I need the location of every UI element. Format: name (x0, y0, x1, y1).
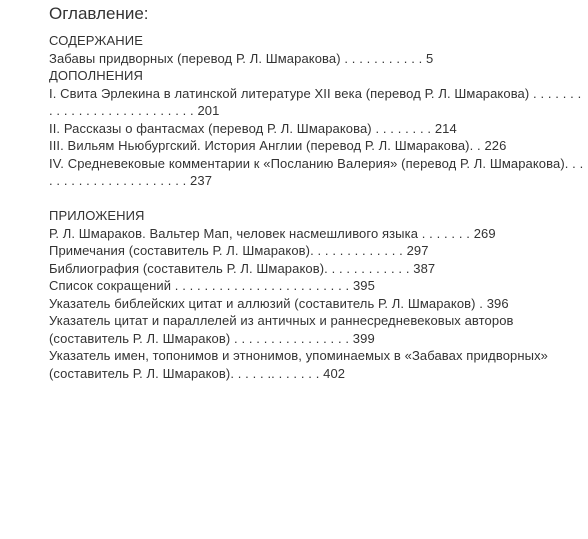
section-supplements (49, 67, 588, 190)
toc-heading: Оглавление: (49, 4, 149, 23)
section-title: ДОПОЛНЕНИЯ (49, 68, 143, 83)
toc-entry: Забавы придворных (перевод Р. Л. Шмаракова) . . . . . . . . . . . 5 (49, 50, 434, 66)
section-title: ПРИЛОЖЕНИЯ (49, 208, 145, 223)
toc-entry: III. Вильям Ньюбургский. История Англии (перевод Р. Л. Шмаракова). . 226 (49, 138, 507, 153)
section-contents (49, 32, 584, 67)
toc-entry: Библиография (составитель Р. Л. Шмараков). . . . . . . . . . . . 387 (49, 260, 436, 276)
section-appendices (49, 207, 584, 382)
toc-entry: II. Рассказы о фантасмах (перевод Р. Л. Шмаракова) . . . . . . . . 214 (49, 120, 457, 136)
toc-entry: Р. Л. Шмараков. Вальтер Мап, человек насмешливого языка . . . . . . . 269 (49, 225, 496, 241)
toc-entry: Примечания (составитель Р. Л. Шмараков). . . . . . . . . . . . . 297 (49, 243, 429, 258)
section-spacer (49, 190, 584, 208)
table-of-contents (49, 4, 588, 382)
toc-entry: IV. Средневековые комментарии к «Посланию Валерия» (перевод Р. Л. Шмаракова). . . . . . . . . . . . . . . . . . . . . . 237 (49, 155, 588, 188)
toc-entry: Указатель имен, топонимов и этнонимов, упоминаемых в «Забавах придворных» (составитель Р. Л. Шмараков). . . . . .. . . . . . . 402 (49, 348, 552, 381)
toc-entry: Указатель библейских цитат и аллюзий (составитель Р. Л. Шмараков) . 396 (49, 295, 509, 311)
section-title: СОДЕРЖАНИЕ (49, 33, 144, 48)
toc-entry: Список сокращений . . . . . . . . . . . . . . . . . . . . . . . . 395 (49, 278, 375, 293)
toc-entry: Указатель цитат и параллелей из античных и раннесредневековых авторов (составитель Р. Л. Шмараков) . . . . . . . . . . . . . . . . 399 (49, 313, 518, 346)
toc-entry: I. Свита Эрлекина в латинской литературе XII века (перевод Р. Л. Шмаракова) . . . . . . . . . . . . . . . . . . . . . . . . . . . 201 (49, 85, 585, 118)
